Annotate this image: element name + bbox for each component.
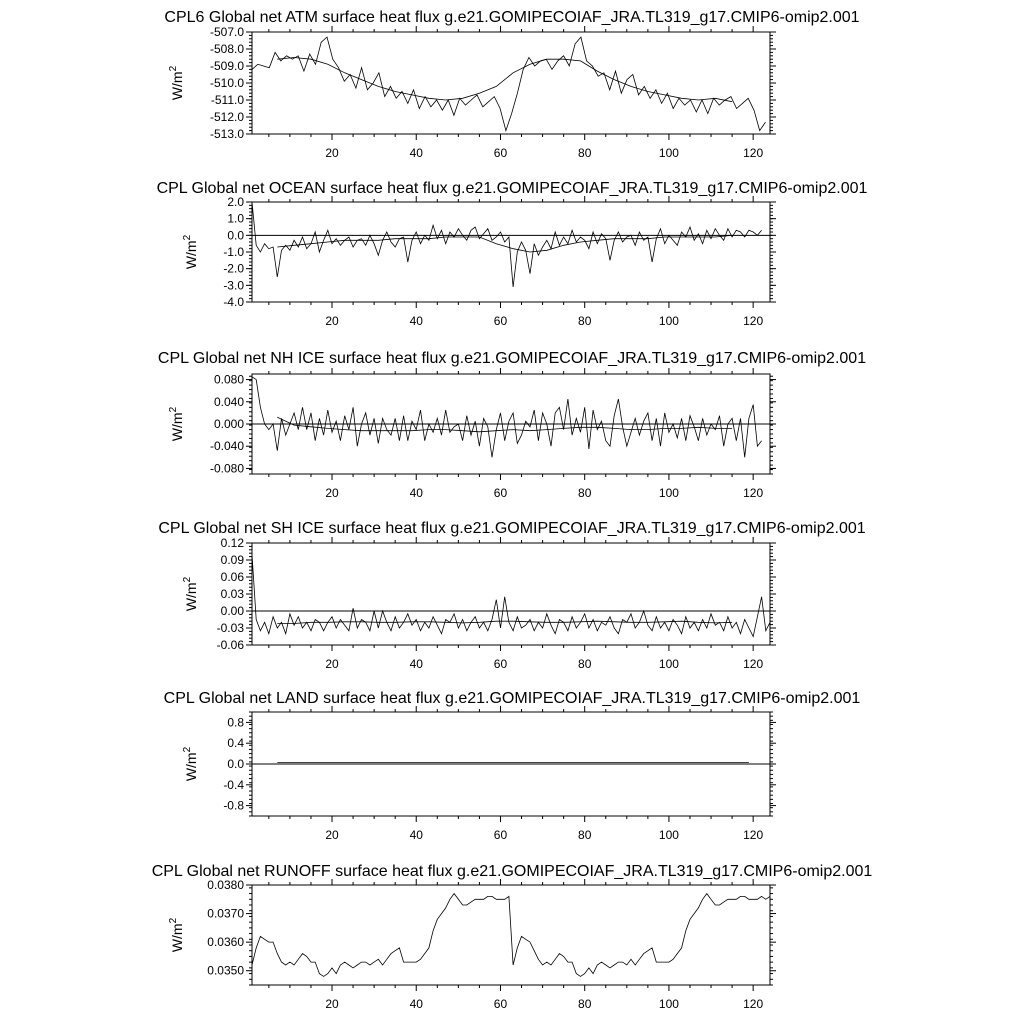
y-axis-label-text: W/m bbox=[169, 71, 185, 101]
x-tick-label: 100 bbox=[658, 657, 679, 671]
plot-frame bbox=[252, 543, 770, 645]
x-tick-label: 80 bbox=[578, 486, 592, 500]
x-tick-label: 120 bbox=[743, 314, 764, 328]
y-tick-label: 0.00 bbox=[220, 604, 244, 618]
y-tick-label: 0.0360 bbox=[207, 935, 244, 950]
x-tick-label: 40 bbox=[409, 486, 423, 500]
series-line bbox=[252, 894, 770, 977]
x-tick-label: 40 bbox=[409, 828, 423, 842]
chart-panel-2 bbox=[157, 180, 868, 328]
y-tick-label: -513.0 bbox=[209, 127, 244, 141]
x-tick-label: 120 bbox=[743, 828, 764, 842]
y-tick-label: 0.0 bbox=[227, 757, 244, 771]
chart-title: CPL Global net LAND surface heat flux g.e21.GOMIPECOIAF_JRA.TL319_g17.CMIP6-omip2.001 bbox=[163, 690, 861, 707]
x-tick-label: 80 bbox=[578, 146, 592, 160]
y-axis-label-text: W/m bbox=[183, 582, 199, 612]
y-axis-label-sup: 2 bbox=[168, 917, 179, 924]
y-tick-label: -4.0 bbox=[223, 295, 244, 309]
series-line bbox=[252, 37, 766, 131]
x-tick-label: 120 bbox=[743, 146, 764, 160]
y-tick-label: -2.0 bbox=[223, 261, 244, 276]
x-tick-label: 120 bbox=[743, 997, 764, 1011]
x-tick-label: 40 bbox=[409, 997, 423, 1011]
x-tick-label: 40 bbox=[409, 314, 423, 328]
y-tick-label: 0.06 bbox=[220, 570, 244, 584]
x-tick-label: 20 bbox=[325, 486, 339, 500]
x-tick-label: 80 bbox=[578, 997, 592, 1011]
series-line bbox=[252, 202, 762, 287]
x-tick-label: 100 bbox=[658, 828, 679, 842]
y-tick-label: 0.8 bbox=[227, 715, 244, 730]
y-tick-label: 0.12 bbox=[220, 536, 244, 550]
y-tick-label: 0.0370 bbox=[207, 906, 244, 921]
y-tick-label: 0.080 bbox=[213, 372, 244, 387]
chart-title: CPL Global net OCEAN surface heat flux g.e21.GOMIPECOIAF_JRA.TL319_g17.CMIP6-omip2.001 bbox=[156, 180, 868, 197]
y-axis-label-text: W/m bbox=[183, 240, 199, 270]
y-tick-label: -507.0 bbox=[209, 25, 244, 39]
y-tick-label: -0.03 bbox=[216, 621, 244, 635]
x-tick-label: 80 bbox=[578, 828, 592, 842]
x-tick-label: 80 bbox=[578, 657, 592, 671]
y-axis-label bbox=[168, 917, 185, 952]
chart-title: CPL Global net NH ICE surface heat flux g.e21.GOMIPECOIAF_JRA.TL319_g17.CMIP6-omip2.001 bbox=[157, 350, 867, 367]
chart-panel-1 bbox=[164, 9, 859, 160]
chart-title: CPL Global net RUNOFF surface heat flux g.e21.GOMIPECOIAF_JRA.TL319_g17.CMIP6-omip2.001 bbox=[151, 863, 873, 880]
y-tick-label: 0.4 bbox=[227, 736, 244, 751]
y-tick-label: -0.040 bbox=[209, 439, 244, 454]
y-tick-label: 0.000 bbox=[213, 417, 244, 431]
x-tick-label: 60 bbox=[493, 997, 508, 1011]
y-tick-label: 2.0 bbox=[227, 195, 244, 209]
y-axis-label bbox=[182, 576, 199, 611]
y-tick-label: 0.0 bbox=[227, 228, 244, 243]
y-tick-label: -0.8 bbox=[223, 798, 244, 813]
y-tick-label: 1.0 bbox=[227, 211, 244, 226]
series-line-smoothed bbox=[277, 235, 732, 252]
x-tick-label: 20 bbox=[325, 146, 339, 160]
x-tick-label: 100 bbox=[658, 314, 679, 328]
x-tick-label: 100 bbox=[658, 146, 679, 160]
plot-frame bbox=[252, 202, 770, 302]
x-tick-label: 20 bbox=[325, 314, 339, 328]
y-tick-label: -0.06 bbox=[216, 638, 244, 652]
y-axis-label-text: W/m bbox=[183, 752, 199, 782]
x-tick-label: 60 bbox=[493, 314, 508, 328]
chart-panel-4 bbox=[158, 520, 865, 671]
series-line bbox=[252, 554, 770, 636]
y-axis-label bbox=[168, 65, 185, 100]
x-tick-label: 100 bbox=[658, 486, 679, 500]
x-tick-label: 80 bbox=[578, 314, 592, 328]
y-tick-label: -512.0 bbox=[209, 110, 244, 124]
y-tick-label: -510.0 bbox=[209, 76, 244, 90]
y-tick-label: -0.4 bbox=[223, 777, 244, 792]
x-tick-label: 60 bbox=[493, 657, 508, 671]
y-axis-label-text: W/m bbox=[169, 412, 185, 442]
y-axis-label-sup: 2 bbox=[182, 746, 193, 753]
x-tick-label: 60 bbox=[493, 486, 508, 500]
x-tick-label: 60 bbox=[493, 828, 508, 842]
y-tick-label: -1.0 bbox=[223, 245, 244, 259]
y-axis-label-sup: 2 bbox=[168, 406, 179, 413]
y-tick-label: -508.0 bbox=[209, 42, 244, 56]
x-tick-label: 20 bbox=[325, 657, 339, 671]
chart-title: CPL Global net SH ICE surface heat flux g.e21.GOMIPECOIAF_JRA.TL319_g17.CMIP6-omip2.001 bbox=[158, 520, 866, 537]
series-line bbox=[252, 377, 762, 458]
y-axis-label-sup: 2 bbox=[168, 65, 179, 72]
chart-title: CPL6 Global net ATM surface heat flux g.e21.GOMIPECOIAF_JRA.TL319_g17.CMIP6-omip2.001 bbox=[164, 9, 860, 26]
y-axis-label bbox=[182, 234, 199, 269]
x-tick-label: 120 bbox=[743, 657, 764, 671]
y-tick-label: -509.0 bbox=[209, 59, 244, 73]
chart-panel-6 bbox=[152, 863, 873, 1011]
y-axis-label bbox=[168, 406, 185, 441]
y-tick-label: -3.0 bbox=[223, 278, 244, 293]
y-axis-label bbox=[182, 746, 199, 781]
y-axis-label-text: W/m bbox=[169, 923, 185, 953]
chart-panel-5 bbox=[164, 690, 861, 842]
y-tick-label: -511.0 bbox=[210, 93, 244, 107]
y-tick-label: 0.03 bbox=[220, 587, 244, 601]
y-axis-label-sup: 2 bbox=[182, 234, 193, 241]
x-tick-label: 120 bbox=[743, 486, 764, 500]
y-tick-label: 0.09 bbox=[220, 553, 244, 567]
y-axis-label-sup: 2 bbox=[182, 576, 193, 583]
y-tick-label: 0.0350 bbox=[207, 963, 244, 978]
chart-panel-3 bbox=[158, 350, 866, 500]
x-tick-label: 40 bbox=[409, 146, 423, 160]
x-tick-label: 60 bbox=[493, 146, 508, 160]
x-tick-label: 100 bbox=[658, 997, 679, 1011]
x-tick-label: 20 bbox=[325, 997, 339, 1011]
x-tick-label: 40 bbox=[409, 657, 423, 671]
x-tick-label: 20 bbox=[325, 828, 339, 842]
y-tick-label: 0.040 bbox=[213, 394, 244, 409]
y-tick-label: -0.080 bbox=[209, 461, 244, 476]
y-tick-label: 0.0380 bbox=[207, 878, 244, 892]
